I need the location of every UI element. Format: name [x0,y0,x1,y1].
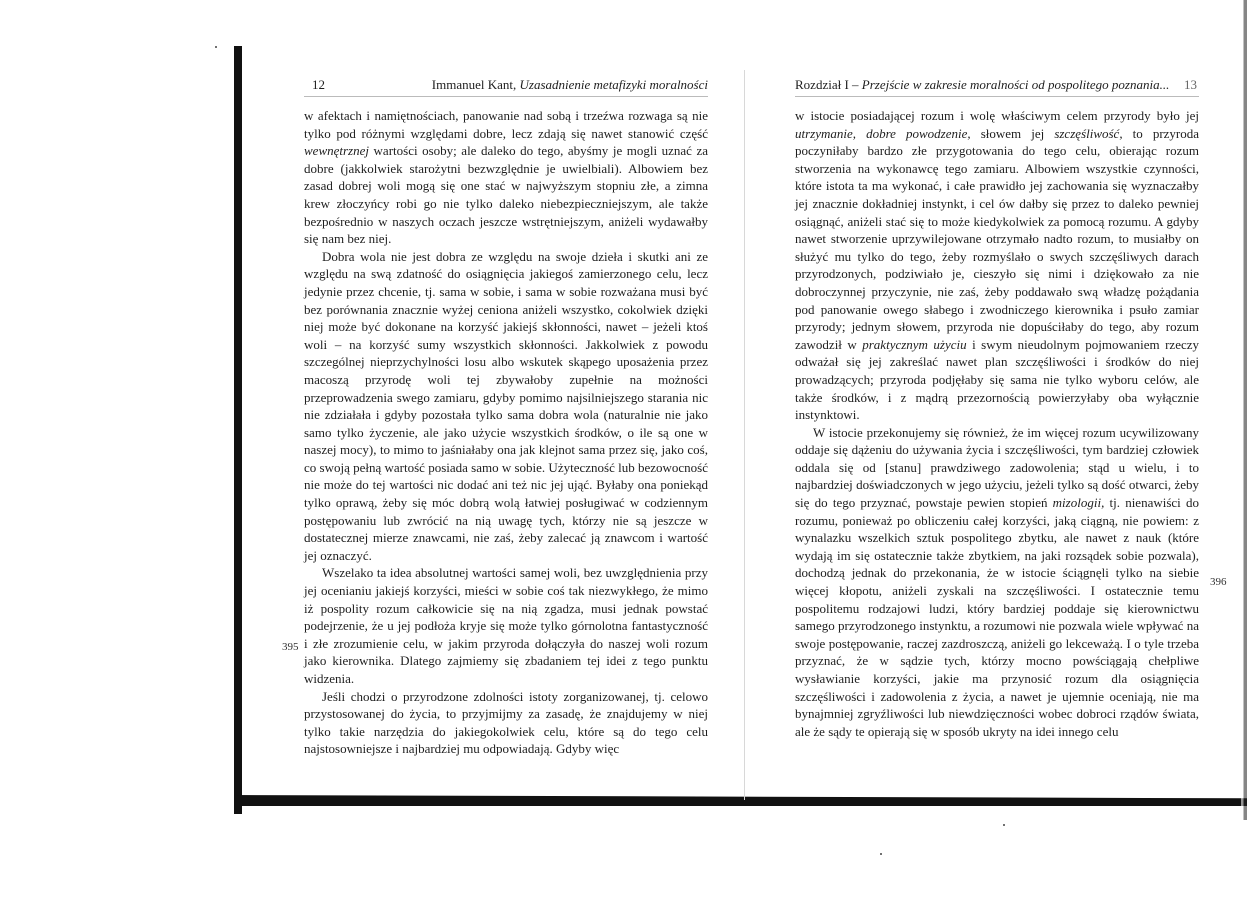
paragraph [304,107,708,248]
running-head-book-title: Uzasadnienie metafizyki moralności [519,77,708,92]
running-head [795,74,1199,97]
paragraph [795,107,1199,424]
paragraph [304,688,708,758]
text-run: W istocie przekonujemy się również, że im więcej rozum ucywilizowany oddaje się dążeniu do używania życia i szczęśliwości, tym bardziej człowiek oddala się od [stanu] prawdziwego zadowolenia; stąd u wielu, i to najbardziej doświadczonych w jego użyciu, jeżeli tylko są dość otwarci, żeby się do tego przyznać, powstaje pewien stopień [795,424,1199,511]
running-head-chapter-title: Przejście w zakresie moralności od pospolitego poznania... [861,77,1170,92]
scan-speck [1003,824,1005,826]
paragraph [304,564,708,687]
text-run: słowem jej [970,125,1055,141]
page-number: 13 [1184,77,1197,92]
italic-text: praktycznym użyciu [862,336,967,352]
text-run: tj. nienawiści do rozumu, ponieważ po obliczeniu całej korzyści, jaką ciągną, nie powiem: z wynalazku wszelkich sztuk pospolitego zbytku, ale nawet z nauk (które wydają im się ostatecznie także zbytkiem, na jaki rozsądek sobie pozwala), dochodzą jednak do przekonania, że w istocie ściągnęli tylko na siebie więcej kłopotu, aniżeli zyskali na szczęśliwości. I ostatecznie temu pospolitemu rodzajowi ludzi, który bardziej poddaje się kierownictwu samego przyrodzonego instynktu, a rozumowi nie pozwala wiele wpływać na swoje postępowanie, raczej zazdroszczą, aniżeli go lekceważą. I o tyle trzeba przyznać, że w sądzie tych, którzy mocno powściągają chełpliwe wysławianie korzyści, jakie ma przynosić rozum dla osiągnięcia szczęśliwości i zadowolenia z życia, a nawet je ujemnie oceniają, nie ma bynajmniej zgryźliwości lub niewdzięczności wobec dobroci rządów świata, ale że sądy te opierają się w sposób ukryty na idei innego celu [795,495,1199,739]
italic-text: wewnętrznej [304,143,369,159]
text-run: Dobra wola nie jest dobra ze względu na swoje dzieła i skutki ani ze względu na swą zdatność do osiągnięcia jakiegoś zamierzonego celu, lecz jedynie przez chcenie, tj. sama w sobie, i sama w sobie rozważana musi być bez porównania znacznie wyżej ceniona aniżeli wszystko, cokolwiek dzięki niej może być dokonane na korzyść jakiejś skłonności, nawet – jeżeli ktoś woli – na korzyść sumy wszystkich skłonności. Jakkolwiek z powodu szczególnej nieprzychylności losu albo wskutek skąpego uposażenia przez macoszą przyrodę woli tej zbywałoby zupełnie na możności przeprowadzenia swego zamiaru, gdyby pomimo najsilniejszego starania nic nie zdziałała i gdyby pozostała tylko sama dobra wola (naturalnie nie jako samo tylko życzenie, ale jako użycie wszystkich środków, o ile są one w naszej mocy), to mimo to jaśniałaby ona jak klejnot sama przez się, jako coś, co swoją pełną wartość posiada samo w sobie. Użyteczność lub bezowocność nie może do tej wartości nic dodać ani też nic jej ująć. Byłaby ona poniekąd tylko oprawą, żeby się móc dobrą wolą łatwiej posługiwać w codziennym postępowaniu lub zwrócić na nią uwagę tych, którzy nie są jeszcze w dostatecznej mierze znawcami, nie zaś, żeby zalecać ją znawcom i wartość jej oznaczyć. [304,248,708,563]
running-head-title [432,74,708,96]
page-fold [744,70,745,800]
text-run: to przyroda poczyniłaby bardzo złe przygotowania do tego celu, obierając rozum stworzenia na wykonawcę tego zamiaru. Albowiem wszystkie czynności, które istota ta ma wykonać, i całe prawidło jej zachowania się wyznaczałby jej znacznie dokładniej instynkt, i cel ów dałby się przez to daleko pewniej osiągnąć, aniżeli stać się to może kiedykolwiek za pomocą rozumu. A gdyby nawet stworzenie uprzywilejowane otrzymało nadto rozum, to musiałby on służyć mu tylko do tego, żeby rozmyślało o swych szczęśliwych darach przyrodzonych, podziwiało je, cieszyło się nimi i dziękowało za nie dobroczynnej przyczynie, nie zaś, żeby poddawało swą władzę pożądania pod panowanie owego słabego i zwodniczego kierownika i psuło zamiar przyrody; jednym słowem, przyroda nie dopuściłaby do tego, aby rozum zawodził w [795,125,1200,352]
scan-speck [880,853,882,855]
body-text [795,107,1199,740]
margin-page-reference: 395 [282,641,299,653]
italic-text: szczęśliwość, [1054,125,1123,141]
italic-text: mizologii, [1052,495,1105,511]
text-run: Jeśli chodzi o przyrodzone zdolności istoty zorganizowanej, tj. celowo przystosowanej do życia, to przyjmijmy za zasadę, że znajdujemy w niej tylko takie narzędzia do jakiegokolwiek celu, które są do tego celu najstosowniejsze i najbardziej mu odpowiadają. Gdyby więc [304,688,708,757]
paragraph [304,248,708,565]
right-page [795,74,1199,740]
body-text [304,107,708,758]
text-run: w afektach i namiętnościach, panowanie nad sobą i trzeźwa rozwaga są nie tylko pod różnymi względami dobre, lecz zdają się nawet stanowić część [304,108,708,141]
paragraph [795,424,1199,741]
text-run: i swym nieudolnym pojmowaniem rzeczy odważał się jej zakreślać nawet plan szczęśliwości i środków do niej prowadzących; przyroda podjęłaby się sama nie tylko wyboru celów, ale także środków, i z mądrą przezornością powierzyłaby oba wyłącznie instynktowi. [795,336,1200,423]
running-head-chapter: Rozdział I – [795,77,862,92]
running-head-title [795,74,1169,96]
running-head [304,74,708,97]
running-head-author: Immanuel Kant, [431,77,520,92]
scan-bottom-shadow [234,795,1247,806]
scan-speck [215,46,217,48]
text-run: w istocie posiadającej rozum i wolę właściwym celem przyrody było jej [795,108,1199,123]
italic-text: utrzymanie, dobre powodzenie, [795,125,971,141]
left-page [304,74,708,758]
scan-right-edge [1241,0,1247,820]
text-run: wartości osoby; ale daleko do tego, abyśmy je mogli uznać za dobre (jakkolwiek starożytni bezwzględnie je uwielbiali). Albowiem bez zasad dobrej woli mogą się one stać w najwyższym stopniu złe, a zimna krew złoczyńcy robi go nie tylko daleko niebezpieczniejszym, ale także bezpośrednio w naszych oczach jeszcze wstrętniejszym, aniżeli wydawałby się nam bez niej. [304,143,708,247]
text-run: Wszelako ta idea absolutnej wartości samej woli, bez uwzględnienia przy jej ocenianiu jakiejś korzyści, mieści w sobie coś tak niezwykłego, że mimo iż pospolity rozum całkowicie się na nią zgadza, musi jednak powstać podejrzenie, że u jej podłoża kryje się może tylko górnolotna fantastyczność i złe zrozumienie celu, w jakim przyroda dołączyła do naszej woli rozum jako kierownika. Dlatego zajmiemy się zbadaniem tej idei z tego punktu widzenia. [304,565,708,686]
margin-page-reference: 396 [1210,576,1227,588]
scan-binding-shadow [234,46,242,814]
page-number: 12 [312,77,325,92]
